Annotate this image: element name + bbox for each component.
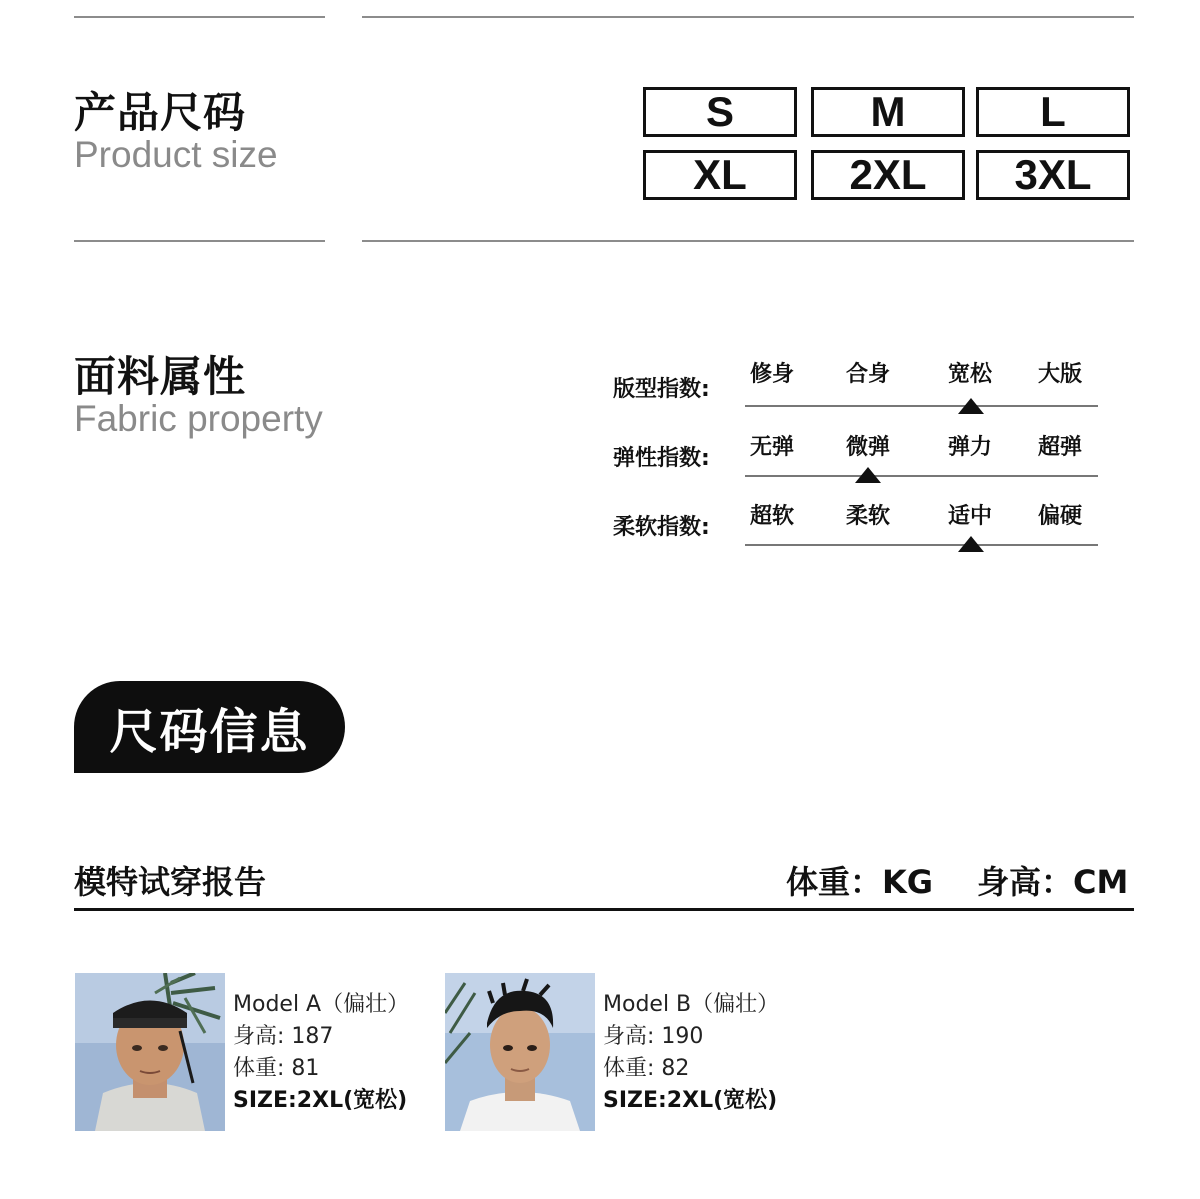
size-option-3xl[interactable]: 3XL: [976, 150, 1130, 200]
model-b-name: Model B（偏壮）: [603, 992, 780, 1017]
fit-scale-line: [745, 405, 1098, 407]
weight-unit-label: 体重：KG: [786, 863, 934, 901]
size-option-m[interactable]: M: [811, 87, 965, 137]
product-size-subtitle: Product size: [74, 134, 278, 175]
softness-scale-line: [745, 544, 1098, 546]
elasticity-scale-line: [745, 475, 1098, 477]
model-report-title: 模特试穿报告: [74, 863, 267, 901]
softness-option-supersoft: 超软: [749, 504, 794, 529]
elasticity-option-super: 超弹: [1037, 435, 1082, 460]
elasticity-option-slight: 微弹: [845, 435, 890, 460]
fit-option-oversize: 大版: [1037, 362, 1082, 387]
fit-option-loose: 宽松: [947, 362, 992, 387]
size-option-2xl[interactable]: 2XL: [811, 150, 965, 200]
divider-top-right: [362, 16, 1134, 18]
model-a-size: SIZE:2XL(宽松): [233, 1088, 408, 1113]
model-b-height: 身高: 190: [603, 1024, 704, 1049]
size-grid: [643, 87, 1133, 203]
fit-option-regular: 合身: [845, 362, 890, 387]
elasticity-indicator-icon: [855, 467, 881, 483]
divider-mid-left: [74, 240, 325, 242]
fit-indicator-icon: [958, 398, 984, 414]
softness-option-medium: 适中: [947, 504, 992, 529]
fit-option-slim: 修身: [749, 362, 794, 387]
divider-mid-right: [362, 240, 1134, 242]
size-info-label: 尺码信息: [109, 703, 310, 760]
size-option-l[interactable]: L: [976, 87, 1130, 137]
softness-index-label: 柔软指数:: [613, 515, 710, 540]
size-option-xl[interactable]: XL: [643, 150, 797, 200]
elasticity-option-none: 无弹: [749, 435, 794, 460]
model-a-height: 身高: 187: [233, 1024, 334, 1049]
fabric-title: 面料属性: [74, 352, 247, 401]
model-b-photo: [445, 973, 595, 1131]
elasticity-index-label: 弹性指数:: [613, 446, 710, 471]
model-b-weight: 体重: 82: [603, 1056, 690, 1081]
model-a-info: [233, 989, 409, 1117]
size-info-badge: [74, 681, 345, 773]
model-a-weight: 体重: 81: [233, 1056, 320, 1081]
model-a-photo: [75, 973, 225, 1131]
size-option-s[interactable]: S: [643, 87, 797, 137]
model-b-size: SIZE:2XL(宽松): [603, 1088, 778, 1113]
product-size-title: 产品尺码: [74, 88, 247, 137]
softness-option-firm: 偏硬: [1037, 504, 1082, 529]
softness-option-soft: 柔软: [845, 504, 890, 529]
softness-indicator-icon: [958, 536, 984, 552]
divider-top-left: [74, 16, 325, 18]
model-b-info: [603, 989, 779, 1117]
model-a-name: Model A（偏壮）: [233, 992, 410, 1017]
elasticity-option-stretch: 弹力: [947, 435, 992, 460]
report-divider: [74, 908, 1134, 911]
height-unit-label: 身高：CM: [977, 863, 1129, 901]
fabric-subtitle: Fabric property: [74, 398, 323, 439]
fit-index-label: 版型指数:: [613, 377, 710, 402]
